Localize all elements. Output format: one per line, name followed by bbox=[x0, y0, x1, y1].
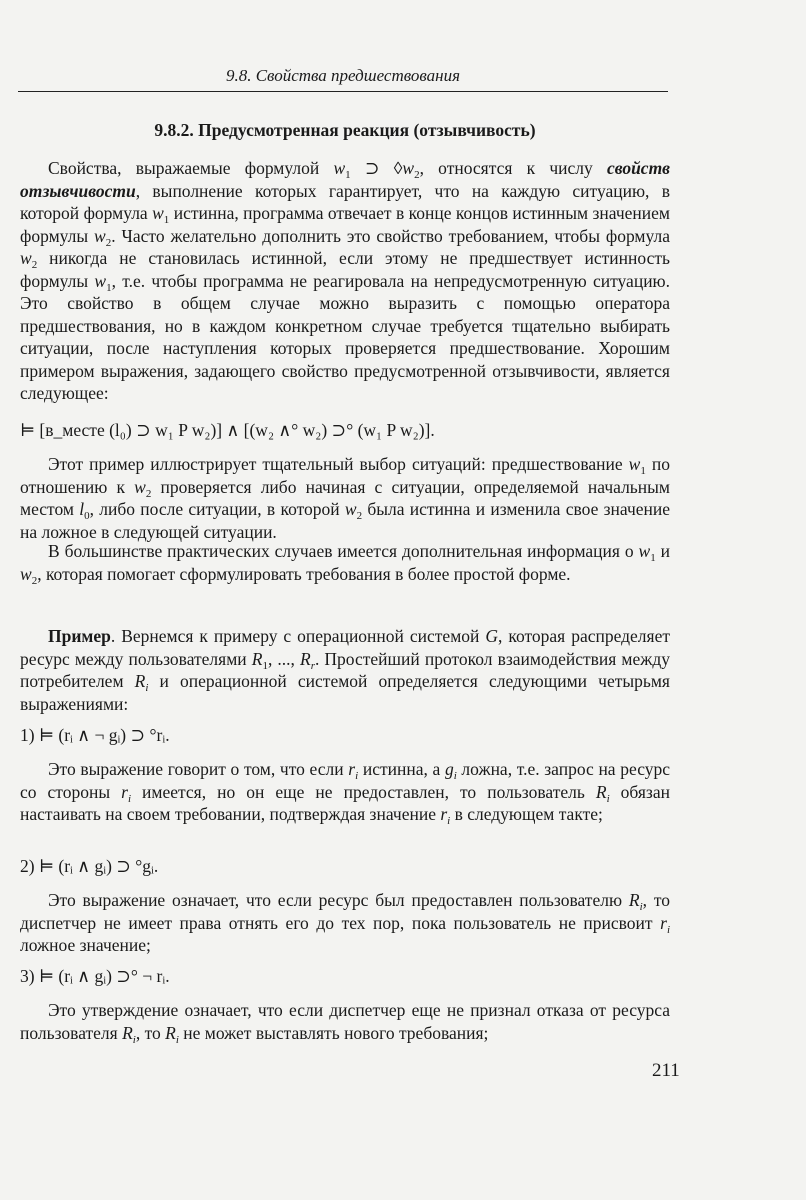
text: , ..., bbox=[267, 648, 300, 669]
paragraph-additional-info bbox=[20, 540, 670, 585]
var: R bbox=[134, 671, 146, 691]
var: R bbox=[165, 1022, 176, 1043]
paragraph-formula-2-explained bbox=[20, 889, 670, 957]
var: w bbox=[638, 541, 651, 561]
subscript: 1 bbox=[163, 214, 170, 226]
formula-2: 2) ⊨ (rᵢ ∧ gᵢ) ⊃ °gᵢ. bbox=[20, 856, 159, 876]
var: g bbox=[444, 759, 454, 779]
subscript: i bbox=[175, 1033, 179, 1046]
subscript: 2 bbox=[105, 236, 112, 249]
subscript: i bbox=[453, 770, 457, 782]
text: Свойства, выражаемые формулой bbox=[48, 158, 334, 178]
subscript: i bbox=[127, 792, 132, 805]
header-rule bbox=[18, 91, 668, 92]
var: w bbox=[94, 225, 106, 246]
text: по отношению к bbox=[20, 454, 670, 497]
text: . Простейший протокол взаимодействия между потребителем bbox=[20, 648, 671, 691]
subscript: 2 bbox=[31, 259, 38, 271]
subscript: 2 bbox=[31, 574, 38, 587]
subscript: r bbox=[310, 659, 315, 672]
var: R bbox=[299, 648, 311, 669]
subscript: 1 bbox=[345, 169, 351, 181]
paragraph-example-os bbox=[20, 625, 670, 715]
var: w bbox=[20, 563, 32, 584]
formula-1: 1) ⊨ (rᵢ ∧ ¬ gᵢ) ⊃ °rᵢ. bbox=[20, 725, 170, 745]
text: , т.е. чтобы программа не реагировала на непредусмотренную ситуацию. Это свойство в общем случае можно выразить с помощью оператора предшествования, но в каждом конкретном случае требуется тщательно выбирать ситуации, после наступления которых проверяется предшествование. Хорошим примером выражения, задающего свойство предусмотренной отзывчивости, является следующее: bbox=[20, 270, 671, 403]
text: Это выражение означает, что если ресурс был предоставлен пользователю bbox=[48, 890, 629, 910]
text: , выполнение которых гарантирует, что на каждую ситуацию, в которой формула bbox=[20, 180, 670, 223]
text: , то bbox=[135, 1022, 166, 1043]
var: R bbox=[251, 648, 263, 669]
section-title: 9.8.2. Предусмотренная реакция (отзывчивость) bbox=[154, 120, 536, 140]
var: r bbox=[121, 781, 128, 802]
subscript: 2 bbox=[414, 169, 420, 181]
var: w bbox=[333, 158, 346, 178]
text: никогда не становилась истинной, если этому не предшествует истинность формулы bbox=[20, 248, 670, 291]
subscript: 2 bbox=[356, 510, 363, 522]
subscript: 1 bbox=[650, 552, 656, 564]
text: . Часто желательно дополнить это свойство требованием, чтобы формула bbox=[111, 225, 670, 246]
text: ложна, т.е. запрос на ресурс со стороны bbox=[20, 759, 671, 802]
paragraph-formula-3-explained bbox=[20, 999, 670, 1044]
text: , то диспетчер не имеет права отнять его до тех пор, пока пользователь не присвоит bbox=[20, 890, 670, 933]
var: w bbox=[344, 499, 357, 519]
var: R bbox=[595, 781, 607, 802]
text: не может выставлять нового требования; bbox=[178, 1022, 489, 1043]
text: и bbox=[655, 541, 670, 561]
var: l bbox=[79, 499, 85, 519]
text: имеется, но он еще не предоставлен, то пользователь bbox=[131, 781, 596, 802]
paragraph-example-explained bbox=[20, 453, 670, 543]
text: ложное значение; bbox=[20, 935, 151, 955]
operator: ⊃ ◊ bbox=[350, 158, 403, 178]
text: , относятся к числу bbox=[419, 158, 607, 178]
var: w bbox=[94, 270, 107, 291]
var: w bbox=[402, 158, 415, 178]
text: , либо после ситуации, в которой bbox=[89, 499, 345, 519]
subscript: i bbox=[145, 682, 149, 694]
text: истинна, программа отвечает в конце концов истинным значением формулы bbox=[20, 203, 670, 246]
text: . Вернемся к примеру с операционной системой bbox=[110, 626, 486, 646]
paragraph-formula-1-explained bbox=[20, 758, 670, 826]
text: Это выражение говорит о том, что если bbox=[48, 759, 349, 779]
term-emphasis: свойств отзывчивости bbox=[20, 158, 671, 201]
example-label: Пример bbox=[48, 626, 111, 646]
var: w bbox=[20, 248, 32, 268]
subscript: i bbox=[447, 815, 451, 827]
subscript: i bbox=[639, 901, 643, 913]
subscript: 1 bbox=[106, 281, 112, 294]
subscript: 2 bbox=[145, 487, 152, 500]
var: w bbox=[628, 454, 641, 474]
running-head: 9.8. Свойства предшествования bbox=[225, 66, 461, 85]
subscript: 1 bbox=[262, 659, 268, 672]
subscript: i bbox=[355, 770, 359, 782]
text: в следующем такте; bbox=[450, 804, 603, 824]
subscript: 1 bbox=[640, 465, 646, 477]
text: , которая распределяет ресурс между пользователями bbox=[20, 626, 670, 669]
text: Это утверждение означает, что если диспетчер еще не признал отказа от ресурса пользователя bbox=[20, 1000, 670, 1043]
text: В большинстве практических случаев имеется дополнительная информация о bbox=[48, 541, 639, 561]
text: , которая помогает сформулировать требования в более простой форме. bbox=[37, 563, 571, 584]
subscript: i bbox=[132, 1033, 136, 1046]
formula-3: 3) ⊨ (rᵢ ∧ gᵢ) ⊃° ¬ rᵢ. bbox=[20, 966, 170, 986]
text: истинна, а bbox=[358, 759, 445, 779]
text: обязан настаивать на своем требовании, подтверждая значение bbox=[20, 781, 670, 824]
var: r bbox=[660, 912, 667, 933]
var: r bbox=[348, 759, 356, 779]
formula-main: ⊨ [в_месте (l₀) ⊃ w₁ P w₂)] ∧ [(w₂ ∧° w₂) ⊃° (w₁ P w₂)]. bbox=[20, 420, 435, 440]
text: проверяется либо начиная с ситуации, определяемой начальным местом bbox=[20, 476, 670, 519]
var: R bbox=[628, 890, 640, 910]
var: r bbox=[440, 804, 448, 824]
text: была истинна и изменила свое значение на ложное в следующей ситуации. bbox=[20, 499, 671, 542]
page-number: 211 bbox=[652, 1060, 680, 1081]
paragraph-responsiveness bbox=[20, 157, 670, 405]
subscript: i bbox=[606, 792, 610, 805]
var: R bbox=[122, 1022, 133, 1043]
subscript: i bbox=[666, 923, 670, 936]
text: Этот пример иллюстрирует тщательный выбор ситуаций: предшествование bbox=[48, 454, 629, 474]
var: w bbox=[134, 476, 146, 497]
var: G bbox=[485, 626, 498, 646]
subscript: 0 bbox=[84, 510, 90, 522]
var: w bbox=[152, 203, 164, 223]
text: и операционной системой определяется следующими четырьмя выражениями: bbox=[20, 671, 670, 714]
